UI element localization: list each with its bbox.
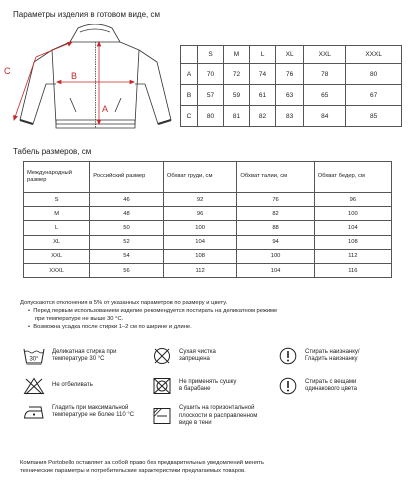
size-cell: 112 [314, 249, 391, 263]
care-no-dryclean [152, 347, 216, 365]
size-cell: 104 [163, 235, 237, 249]
note-text: Возможна усадка после стирки 1–2 см по ширине и длине. [33, 324, 192, 330]
care-line: температуре не более 110 °С [52, 412, 135, 418]
params-header: XL [276, 46, 304, 64]
size-header: Международный размер [24, 162, 90, 193]
size-header: Обхват груди, см [163, 162, 237, 193]
exclamation-icon [278, 377, 298, 395]
params-row [181, 64, 402, 85]
size-cell: 96 [163, 207, 237, 221]
care-line: плоскости в расправленном [179, 412, 258, 419]
size-cell: 76 [237, 193, 314, 207]
care-text [305, 349, 360, 364]
params-cell: 80 [198, 106, 224, 127]
footer-line: технические параметры и потребительские характеристики предлагаемых товаров. [20, 468, 246, 474]
care-dry-flat [152, 405, 257, 428]
bullet: • [28, 308, 31, 314]
size-cell: 54 [90, 249, 164, 263]
care-line: запрещена [179, 356, 210, 362]
care-no-tumble [152, 377, 236, 395]
iron-low-icon [23, 403, 45, 421]
care-line: Сухая чистка [179, 348, 216, 355]
size-cell: 46 [90, 193, 164, 207]
care-no-bleach [23, 377, 93, 395]
size-cell: 100 [163, 221, 237, 235]
no-bleach-icon [23, 377, 45, 395]
params-title: Параметры изделия в готовом виде, см [13, 10, 160, 19]
label-a: A [102, 104, 109, 114]
exclamation-icon [278, 347, 298, 365]
params-cell: 85 [346, 106, 402, 127]
params-row-label: A [181, 64, 198, 85]
size-row [24, 235, 392, 249]
params-cell: 83 [276, 106, 304, 127]
note-line: Допускаются отклонения в 5% от указанных параметров по размеру и цвету. [20, 300, 228, 306]
size-chart-table [23, 161, 392, 278]
params-cell: 74 [250, 64, 276, 85]
params-header-row [181, 46, 402, 64]
care-line: Гладить наизнанку [305, 356, 358, 362]
params-row-label: C [181, 106, 198, 127]
params-cell: 78 [304, 64, 346, 85]
care-text: Не отбеливать [52, 382, 93, 389]
size-cell: 92 [163, 193, 237, 207]
note-line [20, 323, 400, 331]
size-cell: S [24, 193, 90, 207]
size-cell: 108 [314, 235, 391, 249]
params-cell: 59 [224, 85, 250, 106]
params-cell: 57 [198, 85, 224, 106]
size-header-row [24, 162, 392, 193]
params-cell: 65 [304, 85, 346, 106]
params-row [181, 85, 402, 106]
note-line: при температуре не выше 30 °С. [35, 316, 124, 322]
size-cell: 100 [237, 249, 314, 263]
notes [20, 299, 400, 331]
wash-icon-temp: 30° [29, 356, 39, 363]
params-cell: 72 [224, 64, 250, 85]
size-cell: 104 [314, 221, 391, 235]
care-line: виде в тени [179, 420, 212, 426]
size-cell: XXXL [24, 263, 90, 277]
params-cell: 61 [250, 85, 276, 106]
size-cell: 116 [314, 263, 391, 277]
size-cell: 112 [163, 263, 237, 277]
size-cell: 48 [90, 207, 164, 221]
size-chart-title: Табель размеров, см [13, 147, 92, 156]
care-wash-inside [278, 347, 360, 365]
params-header: XXXL [346, 46, 402, 64]
size-row [24, 207, 392, 221]
wash-30-icon [23, 347, 45, 365]
params-cell: 67 [346, 85, 402, 106]
care-text [179, 349, 216, 364]
care-line: в барабане [179, 386, 211, 392]
size-row [24, 193, 392, 207]
size-cell: 104 [237, 263, 314, 277]
params-row-label: B [181, 85, 198, 106]
care-line: одинакового цвета [305, 386, 357, 392]
params-cell: 76 [276, 64, 304, 85]
size-cell: 56 [90, 263, 164, 277]
label-c: C [4, 66, 11, 76]
params-row [181, 106, 402, 127]
care-text [179, 379, 236, 394]
size-row [24, 249, 392, 263]
size-row [24, 263, 392, 277]
no-tumble-dry-icon [152, 377, 172, 395]
params-cell: 63 [276, 85, 304, 106]
size-header: Обхват талии, см [237, 162, 314, 193]
size-cell: 108 [163, 249, 237, 263]
care-iron-low [23, 403, 134, 421]
size-cell: XL [24, 235, 90, 249]
note-text: Перед первым использованием изделие рекомендуется постирать на деликатном режиме [33, 308, 278, 314]
care-wash-delicate [23, 347, 116, 365]
note-line [20, 307, 400, 315]
care-line: Сушить на горизонтальной [179, 405, 255, 411]
size-row [24, 221, 392, 235]
footer-disclaimer [20, 459, 405, 475]
bullet: • [28, 324, 31, 330]
care-line: Стирать наизнанку/ [305, 348, 360, 355]
size-cell: M [24, 207, 90, 221]
footer-line: Компания Portobello оставляет за собой право без предварительных уведомлений менять [20, 460, 264, 466]
care-line: Не применять сушку [179, 378, 237, 385]
care-text [179, 405, 257, 428]
size-cell: 50 [90, 221, 164, 235]
care-text [52, 405, 134, 420]
dry-flat-shade-icon [152, 407, 172, 425]
size-cell: 96 [314, 193, 391, 207]
params-table [180, 45, 402, 127]
params-cell: 82 [250, 106, 276, 127]
care-text [52, 349, 116, 364]
care-line: температуре 30 °С [52, 356, 105, 362]
care-line: Стирать с вещами [305, 378, 357, 385]
size-cell: 94 [237, 235, 314, 249]
label-b: B [71, 71, 78, 81]
jacket-diagram [0, 24, 178, 142]
params-cell: 81 [224, 106, 250, 127]
size-cell: 82 [237, 207, 314, 221]
care-text [305, 379, 357, 394]
care-wash-similar [278, 377, 357, 395]
care-line: Деликатная стирка при [52, 348, 117, 355]
size-cell: L [24, 221, 90, 235]
size-header: Обхват бедер, см [314, 162, 391, 193]
no-dryclean-icon [152, 347, 172, 365]
size-cell: XXL [24, 249, 90, 263]
params-cell: 80 [346, 64, 402, 85]
care-line: Гладить при максимальной [52, 404, 129, 411]
params-header: XXL [304, 46, 346, 64]
params-cell: 70 [198, 64, 224, 85]
size-cell: 88 [237, 221, 314, 235]
params-header: S [198, 46, 224, 64]
size-cell: 100 [314, 207, 391, 221]
size-cell: 52 [90, 235, 164, 249]
size-header: Российский размер [90, 162, 164, 193]
params-cell: 84 [304, 106, 346, 127]
params-corner [181, 46, 198, 64]
params-header: M [224, 46, 250, 64]
params-header: L [250, 46, 276, 64]
